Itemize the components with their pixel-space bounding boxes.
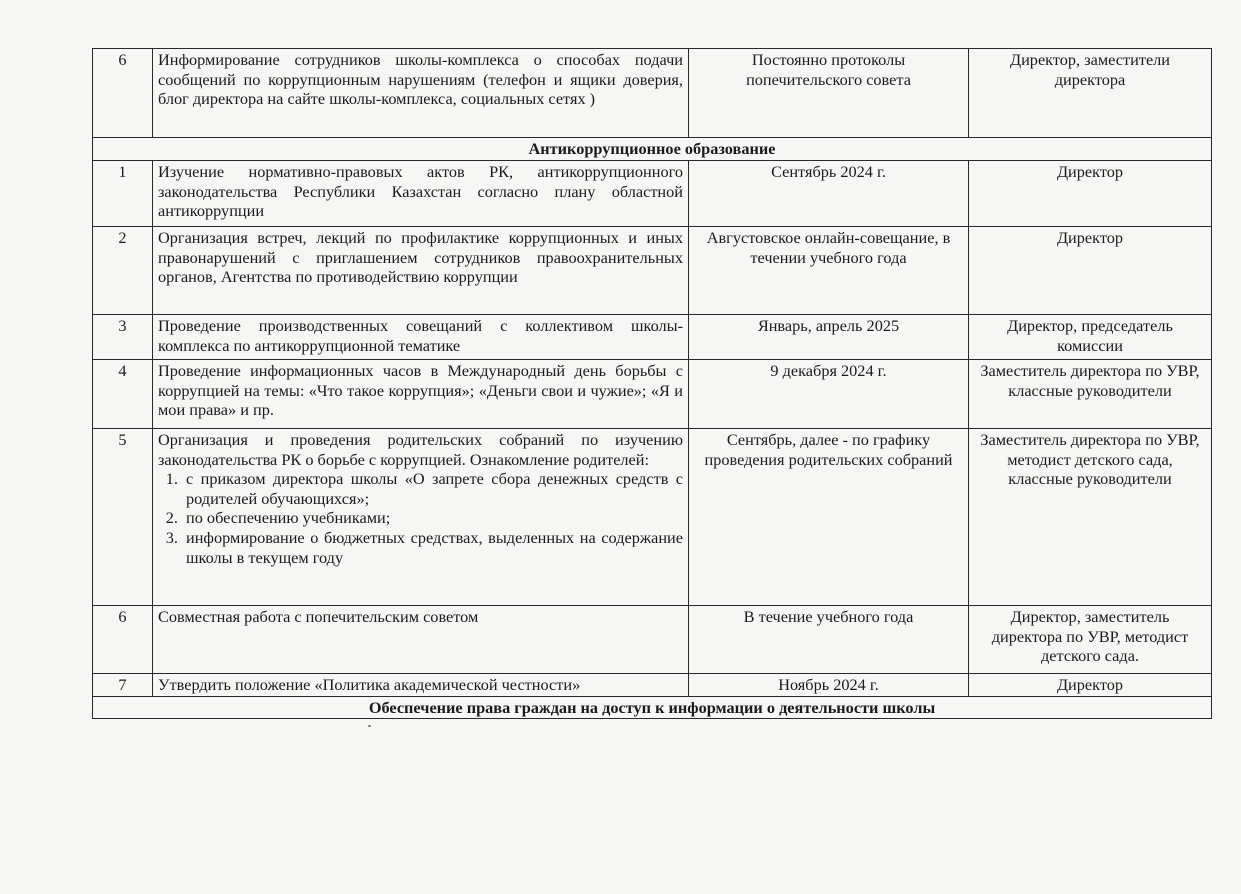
row-term: Ноябрь 2024 г. — [689, 674, 969, 697]
row-responsible: Директор — [969, 674, 1212, 697]
table-row — [93, 360, 1212, 429]
document-page — [92, 48, 1211, 719]
section-row — [93, 697, 1212, 719]
row-term: Сентябрь, далее - по графику проведения родительских собраний — [689, 429, 969, 606]
row-number: 6 — [93, 606, 153, 674]
row-responsible: Директор — [969, 161, 1212, 227]
sub-list-item: 2. по обеспечению учебниками; — [182, 508, 683, 528]
row-responsible: Директор, председатель комиссии — [969, 315, 1212, 360]
scan-speck — [368, 725, 371, 727]
table-row — [93, 606, 1212, 674]
table-row — [93, 49, 1212, 138]
row-action: Проведение производственных совещаний с коллективом школы-комплекса по антикоррупционной тематике — [153, 315, 689, 360]
row-number: 4 — [93, 360, 153, 429]
row-action: Изучение нормативно-правовых актов РК, антикоррупционного законодательства Республики Казахстан согласно плану областной антикоррупции — [153, 161, 689, 227]
row-term: 9 декабря 2024 г. — [689, 360, 969, 429]
plan-table — [92, 48, 1212, 719]
row-responsible: Директор, заместители директора — [969, 49, 1212, 138]
row-responsible: Директор — [969, 227, 1212, 315]
section-row — [93, 138, 1212, 161]
row-number: 7 — [93, 674, 153, 697]
table-row — [93, 429, 1212, 606]
row-responsible: Заместитель директора по УВР, методист детского сада, классные руководители — [969, 429, 1212, 606]
row-action: Информирование сотрудников школы-комплекса о способах подачи сообщений по коррупционным нарушениям (телефон и ящики доверия, блог директора на сайте школы-комплекса, социальных сетях ) — [153, 49, 689, 138]
sub-list-item: 1. с приказом директора школы «О запрете сбора денежных средств с родителей обучающихся»; — [182, 469, 683, 508]
row-action: Организация встреч, лекций по профилактике коррупционных и иных правонарушений с приглашением сотрудников правоохранительных органов, Агентства по противодействию коррупции — [153, 227, 689, 315]
row-responsible: Директор, заместитель директора по УВР, методист детского сада. — [969, 606, 1212, 674]
row-number: 6 — [93, 49, 153, 138]
row-action-intro: Организация и проведения родительских собраний по изучению законодательства РК о борьбе с коррупцией. Ознакомление родителей: — [158, 430, 683, 469]
section-title: Антикоррупционное образование — [93, 138, 1212, 161]
table-row — [93, 161, 1212, 227]
row-action — [153, 429, 689, 606]
sub-list-item: 3. информирование о бюджетных средствах, выделенных на содержание школы в текущем году — [182, 528, 683, 567]
row-number: 2 — [93, 227, 153, 315]
table-row — [93, 315, 1212, 360]
row-action: Совместная работа с попечительским советом — [153, 606, 689, 674]
row-term: Постоянно протоколы попечительского совета — [689, 49, 969, 138]
row-responsible: Заместитель директора по УВР, классные руководители — [969, 360, 1212, 429]
row-term: В течение учебного года — [689, 606, 969, 674]
sub-list — [158, 469, 683, 567]
row-term: Январь, апрель 2025 — [689, 315, 969, 360]
row-number: 1 — [93, 161, 153, 227]
row-term: Августовское онлайн-совещание, в течении учебного года — [689, 227, 969, 315]
row-action: Проведение информационных часов в Международный день борьбы с коррупцией на темы: «Что такое коррупция»; «Деньги свои и чужие»; «Я и мои права» и пр. — [153, 360, 689, 429]
row-number: 5 — [93, 429, 153, 606]
row-term: Сентябрь 2024 г. — [689, 161, 969, 227]
row-action: Утвердить положение «Политика академической честности» — [153, 674, 689, 697]
section-title: Обеспечение права граждан на доступ к информации о деятельности школы — [93, 697, 1212, 719]
table-row — [93, 674, 1212, 697]
row-number: 3 — [93, 315, 153, 360]
table-row — [93, 227, 1212, 315]
